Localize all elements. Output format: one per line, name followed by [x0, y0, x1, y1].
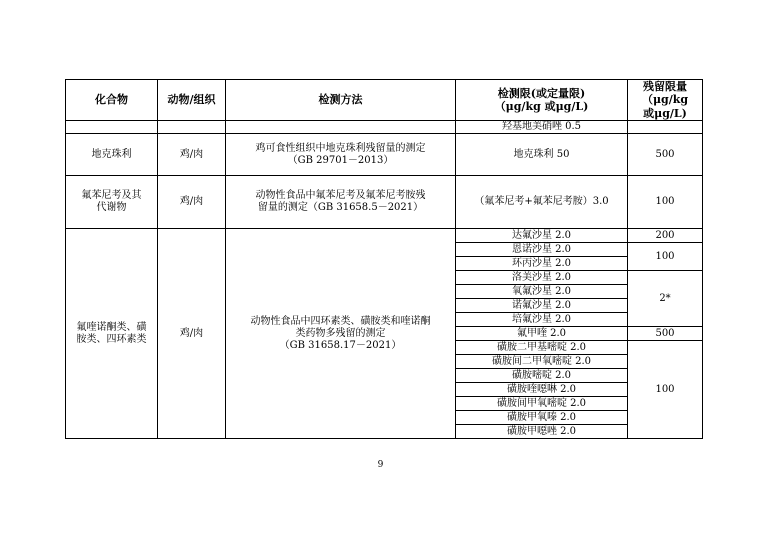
table-row-sub	[66, 229, 703, 243]
cell-mrl: 200	[628, 229, 703, 243]
method-standard: （GB 31658.17－2021）	[279, 339, 402, 351]
compound-line: 氟喹诺酮类、磺	[76, 321, 147, 333]
cell-lod: 培氟沙星 2.0	[456, 313, 628, 327]
header-mrl	[628, 80, 703, 121]
cell-lod: （氟苯尼考+氟苯尼考胺）3.0	[456, 176, 628, 229]
cell-method	[226, 176, 456, 229]
cell-method	[226, 134, 456, 176]
table-row-florfenicol	[66, 176, 703, 229]
cell-compound: 地克珠利	[66, 134, 158, 176]
header-lod-line1: 检测限(或定量限)	[497, 86, 586, 100]
cell-lod: 磺胺甲噁唑 2.0	[456, 425, 628, 439]
cell-animal: 鸡/肉	[158, 134, 226, 176]
header-lod-line2: （μg/kg 或μg/L)	[494, 100, 589, 113]
method-line: 类药物多残留的测定	[295, 327, 386, 339]
cell-lod-continuation: 羟基地美硝唑 0.5	[456, 121, 628, 134]
cell-lod: 洛美沙星 2.0	[456, 271, 628, 285]
cell-empty	[66, 121, 158, 134]
compound-line: 氟苯尼考及其	[81, 190, 142, 201]
method-line: 动物性食品中四环素类、磺胺类和喹诺酮	[250, 315, 431, 327]
method-line: 动物性食品中氟苯尼考及氟苯尼考胺残	[255, 190, 426, 201]
cell-lod: 磺胺间二甲氧嘧啶 2.0	[456, 355, 628, 369]
residue-limits-table	[65, 79, 703, 439]
cell-lod: 达氟沙星 2.0	[456, 229, 628, 243]
cell-mrl: 100	[628, 341, 703, 439]
table-row-continuation	[66, 121, 703, 134]
table-header-row	[66, 80, 703, 121]
method-line: 鸡可食性组织中地克珠利残留量的测定	[255, 142, 426, 154]
cell-lod: 磺胺间甲氧嘧啶 2.0	[456, 397, 628, 411]
cell-empty	[158, 121, 226, 134]
cell-compound	[66, 176, 158, 229]
cell-animal: 鸡/肉	[158, 176, 226, 229]
header-compound: 化合物	[66, 80, 158, 121]
header-mrl-line1: 残留限量	[643, 80, 687, 94]
cell-empty	[628, 121, 703, 134]
cell-mrl: 100	[628, 176, 703, 229]
cell-lod: 磺胺嘧啶 2.0	[456, 369, 628, 383]
cell-lod: 磺胺喹噁啉 2.0	[456, 383, 628, 397]
cell-compound	[66, 229, 158, 439]
cell-animal: 鸡/肉	[158, 229, 226, 439]
cell-lod: 氧氟沙星 2.0	[456, 285, 628, 299]
compound-line: 胺类、四环素类	[76, 333, 147, 345]
cell-lod: 磺胺甲氧嗪 2.0	[456, 411, 628, 425]
cell-lod: 磺胺二甲基嘧啶 2.0	[456, 341, 628, 355]
header-lod	[456, 80, 628, 121]
cell-lod: 恩诺沙星 2.0	[456, 243, 628, 257]
compound-line: 代谢物	[96, 202, 127, 213]
cell-lod: 地克珠利 50	[456, 134, 628, 176]
cell-lod: 诺氟沙星 2.0	[456, 299, 628, 313]
cell-mrl: 2*	[628, 271, 703, 327]
page-number: 9	[377, 460, 384, 470]
header-mrl-line3: 或μg/L)	[643, 106, 687, 120]
table-row-diclazuril	[66, 134, 703, 176]
method-line: 留量的测定（GB 31658.5－2021）	[257, 202, 424, 213]
cell-mrl: 500	[628, 134, 703, 176]
cell-empty	[226, 121, 456, 134]
header-animal-tissue: 动物/组织	[158, 80, 226, 121]
method-standard: （GB 29701－2013）	[287, 154, 394, 166]
cell-lod: 氟甲喹 2.0	[456, 327, 628, 341]
cell-method	[226, 229, 456, 439]
cell-lod: 环丙沙星 2.0	[456, 257, 628, 271]
cell-mrl: 500	[628, 327, 703, 341]
header-method: 检测方法	[226, 80, 456, 121]
header-mrl-line2: （μg/kg	[641, 93, 689, 107]
cell-mrl: 100	[628, 243, 703, 271]
